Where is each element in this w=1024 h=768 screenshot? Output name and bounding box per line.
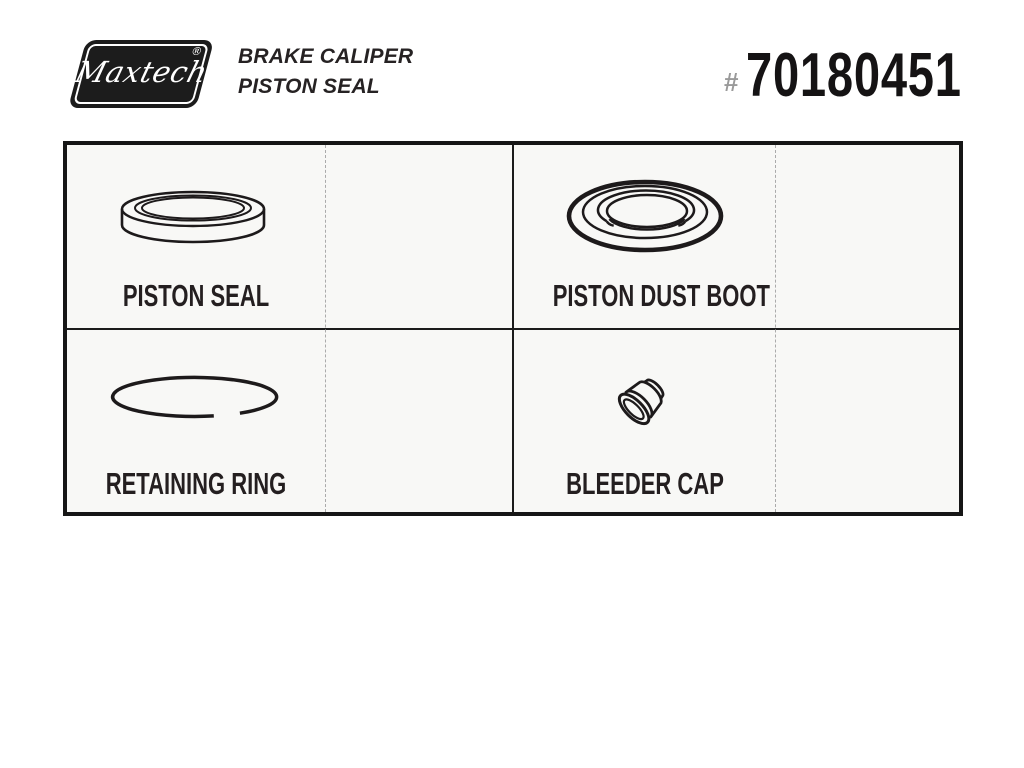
product-title-line2: PISTON SEAL [238,75,380,98]
product-title-line1: BRAKE CALIPER [238,45,414,68]
dashed-fold-line-left [325,145,326,512]
dashed-fold-line-right [775,145,776,512]
product-title [238,42,413,102]
part-label-piston-dust-boot: PISTON DUST BOOT [552,278,770,313]
brand-logo [68,40,214,108]
part-number: 70180451 [746,40,963,110]
part-label-piston-seal: PISTON SEAL [122,278,270,313]
piston-dust-boot-icon [560,175,730,260]
piston-seal-icon [113,185,273,255]
part-label-retaining-ring: RETAINING RING [105,466,287,501]
grid-horizontal-divider [67,328,959,330]
hash-icon: # [724,67,739,97]
parts-grid [63,141,963,516]
part-label-bleeder-cap: BLEEDER CAP [566,466,724,501]
bleeder-cap-icon [609,364,679,434]
part-number-block [724,40,1024,110]
retaining-ring-icon [107,374,282,422]
brand-logo-text: Maxtech [71,55,212,89]
registered-trademark-icon: ® [189,45,204,58]
